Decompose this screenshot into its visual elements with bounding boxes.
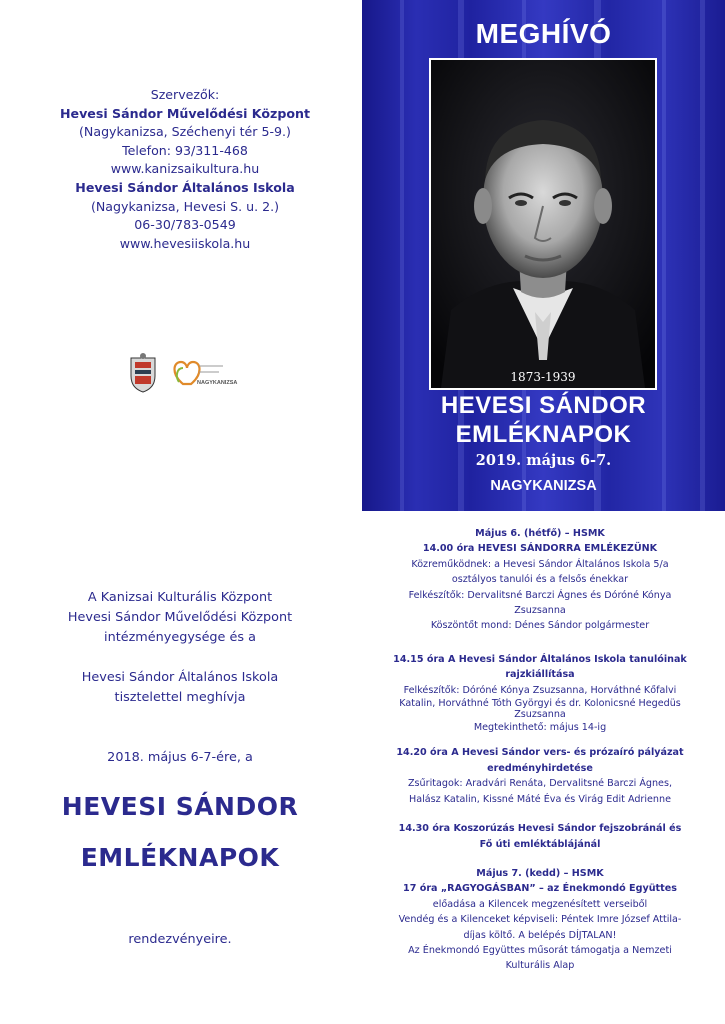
organizers-block	[20, 86, 350, 253]
organizer-2-website: www.hevesiiskola.hu	[119, 235, 251, 251]
organizer-2-phone: 06-30/783-0549	[134, 217, 236, 233]
event-5-detail: díjas költő. A belépés DÍJTALAN!	[463, 929, 617, 941]
invitation-title-line-2: EMLÉKNAPOK	[80, 843, 280, 872]
event-1-detail: Köszöntőt mond: Dénes Sándor polgármester	[430, 620, 650, 632]
event-3-detail: Halász Katalin, Kissné Máté Éva és Virág Edit Adrienne	[408, 793, 671, 805]
event-5-detail: Az Énekmondó Együttes műsorát támogatja a Nemzeti	[408, 944, 672, 956]
event-1-detail: Közreműködnek: a Hevesi Sándor Általános Iskola 5/a	[411, 558, 669, 570]
organizers-label: Szervezők:	[150, 87, 220, 102]
event-2-title: 14.15 óra A Hevesi Sándor Általános Iskola tanulóinak	[393, 653, 687, 665]
logos	[125, 352, 245, 394]
program-block	[372, 526, 708, 974]
cover-city: NAGYKANIZSA	[490, 478, 597, 494]
event-1-detail: osztályos tanulói és a felsős énekkar	[451, 574, 629, 586]
day-1-heading: Május 6. (hétfő) – HSMK	[475, 528, 605, 539]
organizer-1-address: (Nagykanizsa, Széchenyi tér 5-9.)	[79, 124, 291, 140]
event-3-title: 14.20 óra A Hevesi Sándor vers- és prózaíró pályázat	[396, 747, 684, 759]
organizer-1-phone: Telefon: 93/311-468	[122, 142, 248, 158]
invitation-line-4: Hevesi Sándor Általános Iskola	[81, 670, 279, 685]
life-years: 1873-1939	[510, 370, 576, 384]
event-2-detail: Zsuzsanna	[514, 709, 566, 721]
event-4-title: 14.30 óra Koszorúzás Hevesi Sándor fejszobránál és	[398, 823, 682, 835]
event-5-detail: Vendég és a Kilenceket képviseli: Péntek Imre József Attila-	[398, 914, 682, 926]
event-5-detail: előadása a Kilencek megzenésített verseiből	[432, 898, 648, 910]
invitation-line-5: tisztelettel meghívja	[114, 690, 246, 705]
invitation-line-1: A Kanizsai Kulturális Központ	[87, 590, 273, 605]
cover-name-line-1: HEVESI SÁNDOR	[440, 392, 647, 419]
event-3-title: eredményhirdetése	[487, 762, 593, 774]
event-1-detail: Zsuzsanna	[514, 605, 566, 617]
event-1-detail: Felkészítők: Dervalitsné Barczi Ágnes és Dóróné Kónya	[408, 589, 672, 601]
nagykanizsa-logo-text: NAGYKANIZSA	[197, 380, 238, 386]
event-1-title: 14.00 óra HEVESI SÁNDORRA EMLÉKEZÜNK	[422, 543, 658, 555]
invitation-title-line-1: HEVESI SÁNDOR	[61, 792, 299, 821]
invitation-date-line: 2018. május 6-7-ére, a	[107, 750, 253, 765]
invitation-closing: rendezvényeire.	[128, 932, 232, 947]
event-2-detail: Katalin, Horváthné Tóth Györgyi és dr. Kolonicsné Hegedüs	[399, 698, 681, 710]
invitation-line-2: Hevesi Sándor Művelődési Központ	[67, 610, 293, 625]
nagykanizsa-heart-logo-icon	[169, 354, 245, 394]
cover-date: 2019. május 6-7.	[475, 452, 612, 469]
organizer-2-address: (Nagykanizsa, Hevesi S. u. 2.)	[90, 198, 280, 214]
organizer-1-name: Hevesi Sándor Művelődési Központ	[60, 105, 310, 121]
event-3-detail: Zsűritagok: Aradvári Renáta, Dervalitsné Barczi Ágnes,	[407, 778, 673, 790]
event-4-title: Fő úti emléktáblájánál	[479, 838, 601, 850]
event-2-detail: Megtekinthető: május 14-ig	[473, 722, 607, 734]
cover-title: MEGHÍVÓ	[475, 18, 612, 49]
invitation-line-3: intézményegysége és a	[104, 630, 256, 645]
organizer-2-name: Hevesi Sándor Általános Iskola	[75, 179, 295, 195]
cover-panel	[362, 0, 725, 511]
event-5-title: 17 óra „RAGYOGÁSBAN” – az Énekmondó Együttes	[403, 883, 677, 895]
day-2-heading: Május 7. (kedd) – HSMK	[476, 867, 604, 879]
event-2-title: rajzkiállítása	[505, 669, 575, 681]
event-2-detail: Felkészítők: Dóróné Kónya Zsuzsanna, Horváthné Kőfalvi	[403, 684, 677, 696]
cover-name-line-2: EMLÉKNAPOK	[455, 421, 632, 448]
portrait-image	[431, 60, 655, 388]
portrait-photo	[429, 58, 657, 390]
organizer-1-website: www.kanizsaikultura.hu	[110, 161, 260, 177]
event-5-detail: Kulturális Alap	[505, 960, 575, 972]
